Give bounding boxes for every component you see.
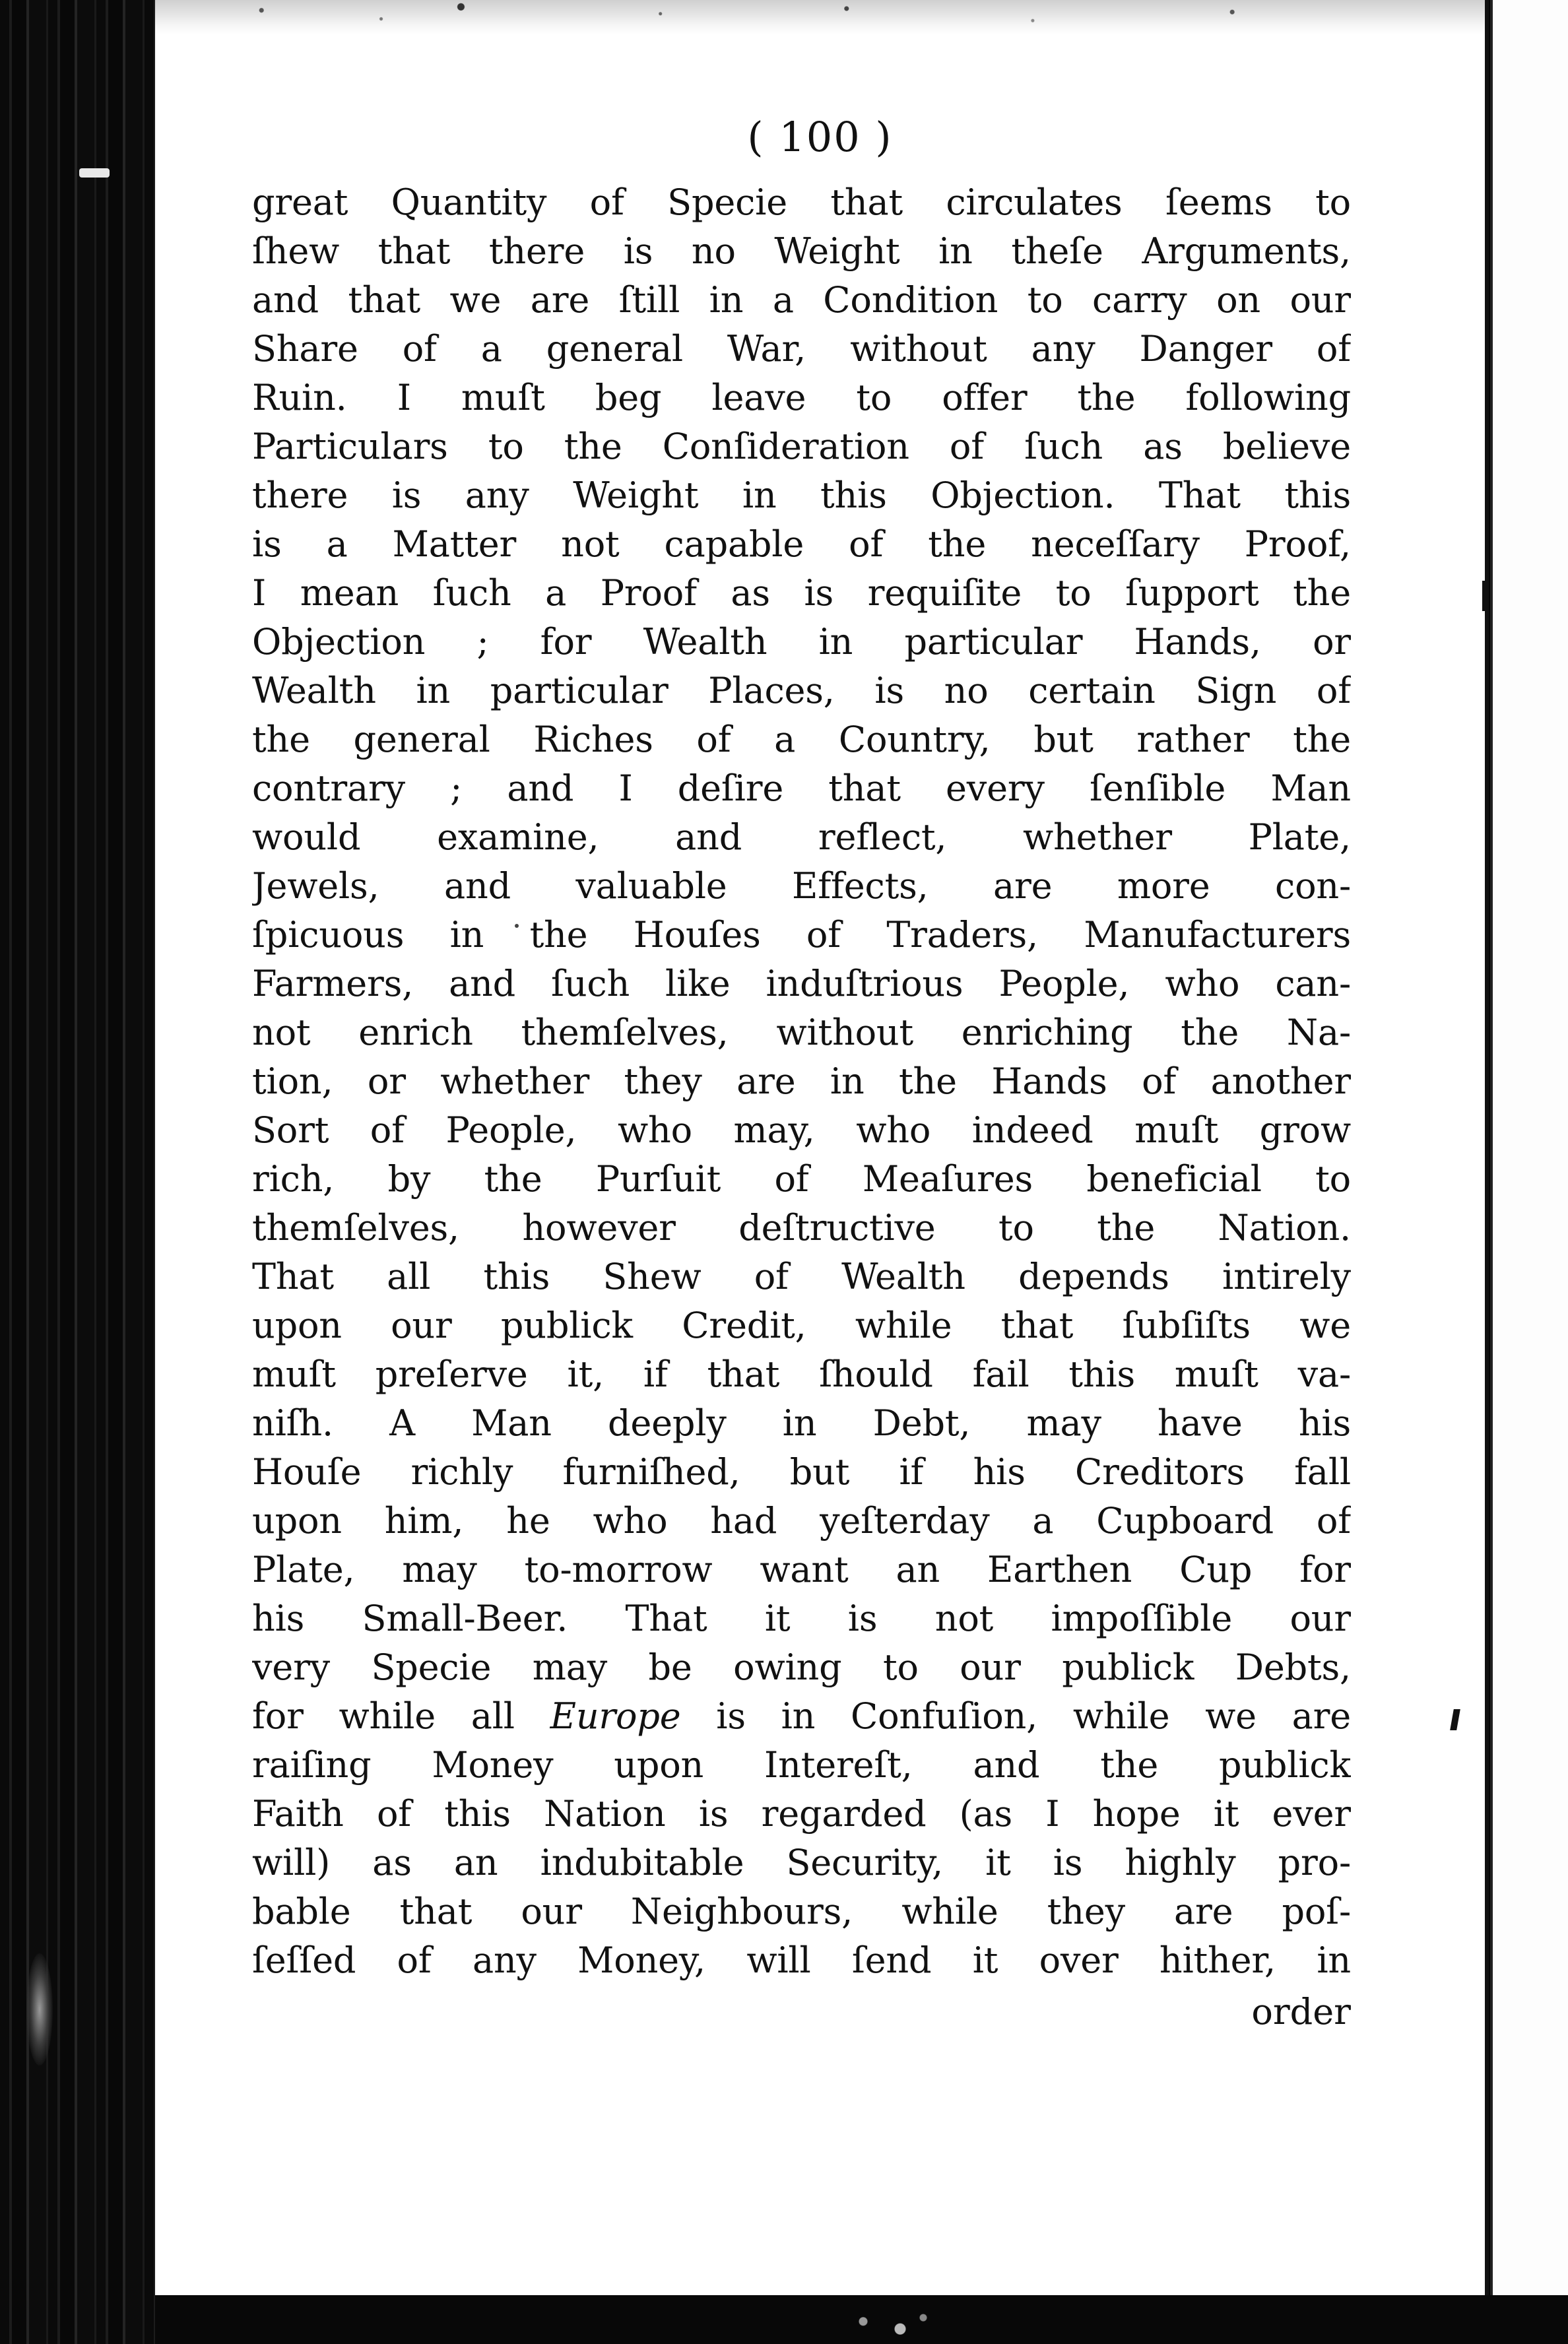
text-line: themſelves, however deſtructive to the Nation. [252,1207,1351,1249]
text-line: there is any Weight in this Objection. That this [252,474,1351,516]
facing-page-edge [1490,0,1568,2344]
catchword: order [1251,1991,1351,2033]
text-line: Faith of this Nation is regarded (as I hope it ever [252,1793,1351,1835]
text-line: ſhew that there is no Weight in theſe Arguments, [252,230,1351,272]
text-line: Wealth in particular Places, is no certain Sign of [252,670,1351,711]
text-line: ſpicuous in the Houſes of Traders, Manufacturers [252,914,1351,956]
text-line: I mean ſuch a Proof as is requiſite to ſupport the [252,572,1351,614]
binding-highlight [79,168,110,178]
text-line: Farmers, and ſuch like induſtrious People, who can- [252,963,1351,1004]
page-number: ( 100 ) [747,113,893,161]
text-line: ſeſſed of any Money, will ſend it over hither, in [252,1939,1351,1981]
text-line: Particulars to the Conſideration of ſuch as believe [252,426,1351,467]
binding-glare [26,1953,53,2066]
text-line: upon our publick Credit, while that ſubſiſts we [252,1305,1351,1346]
text-line: rich, by the Purſuit of Meaſures beneficial to [252,1158,1351,1200]
text-line: and that we are ſtill in a Condition to carry on our [252,279,1351,321]
page-top-edge [155,0,1485,34]
text-line: Sort of People, who may, who indeed muſt grow [252,1109,1351,1151]
text-line: That all this Shew of Wealth depends intirely [252,1256,1351,1297]
text-line: very Specie may be owing to our publick Debts, [252,1646,1351,1688]
text-line: not enrich themſelves, without enriching the Na- [252,1012,1351,1053]
text-line: Share of a general War, without any Danger of [252,328,1351,370]
text-line: Jewels, and valuable Effects, are more con- [252,865,1351,907]
text-line: is a Matter not capable of the neceſſary Proof, [252,523,1351,565]
italic-word: Europe [550,1695,681,1737]
text-line: muſt preſerve it, if that ſhould fail this muſt va- [252,1353,1351,1395]
text-line: contrary ; and I deſire that every ſenſible Man [252,767,1351,809]
text-line: Ruin. I muſt beg leave to offer the following [252,377,1351,418]
text-line: great Quantity of Specie that circulates ſeems to [252,181,1351,223]
text-line: his Small-Beer. That it is not impoſſible our [252,1598,1351,1639]
text-line: upon him, he who had yeſterday a Cupboard of [252,1500,1351,1542]
text-line: Plate, may to-morrow want an Earthen Cup for [252,1549,1351,1590]
text-line: bable that our Neighbours, while they are poſ- [252,1891,1351,1932]
text-line: niſh. A Man deeply in Debt, may have his [252,1402,1351,1444]
text-line-with-italic [252,1692,1351,1741]
text-line: the general Riches of a Country, but rather the [252,719,1351,760]
text-line: tion, or whether they are in the Hands of another [252,1060,1351,1102]
text-line: will) as an indubitable Security, it is highly pro- [252,1842,1351,1883]
text-line: raiſing Money upon Intereſt, and the publick [252,1744,1351,1786]
text-line: Houſe richly furniſhed, but if his Creditors fall [252,1451,1351,1493]
europe-line-text: for while all Europe is in Confuſion, while we are [252,1695,1351,1737]
text-line: would examine, and reflect, whether Plate, [252,816,1351,858]
text-line: Objection ; for Wealth in particular Hands, or [252,621,1351,663]
book-binding-edge [0,0,155,2344]
bottom-edge-specks [845,2306,937,2344]
page-body-text [252,178,1351,1985]
facing-page-ink-mark [1482,581,1487,611]
